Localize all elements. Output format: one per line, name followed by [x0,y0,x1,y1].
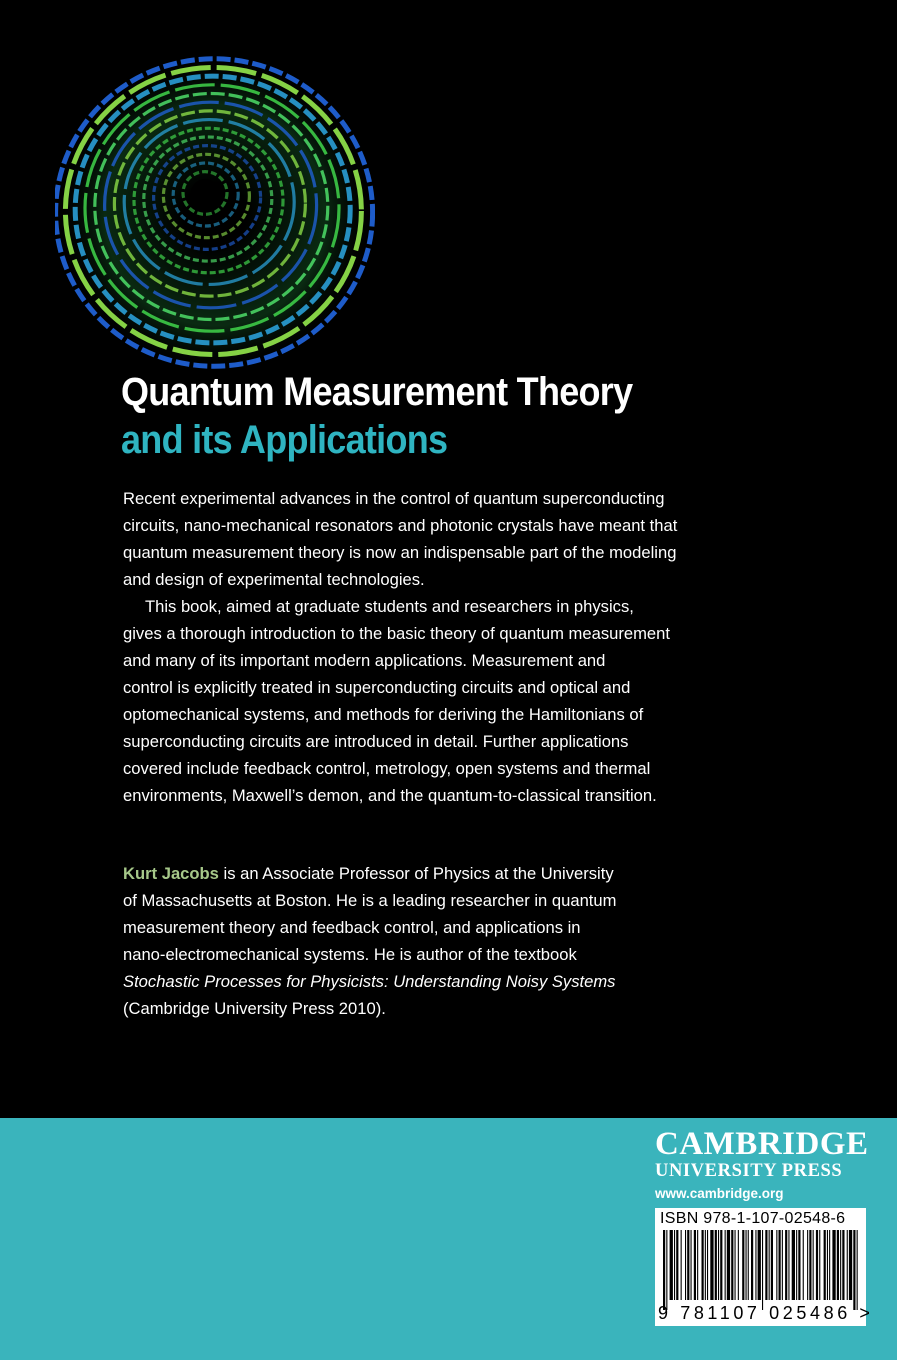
barcode-bar [796,1230,797,1300]
text-line: Recent experimental advances in the control of quantum superconducting [123,489,665,508]
barcode-bar [720,1230,722,1300]
barcode-bar [807,1230,808,1300]
barcode-bar [837,1230,839,1300]
author-bio [123,860,783,1022]
text-line: gives a thorough introduction to the basic theory of quantum measurement [123,624,670,643]
barcode-bar [718,1230,719,1300]
barcode-bar [813,1230,814,1300]
barcode-bar [738,1230,739,1300]
barcode-bar [735,1230,736,1300]
book-title [121,368,821,464]
text-line: control is explicitly treated in superconducting circuits and optical and [123,678,631,697]
barcode-bar [725,1230,726,1300]
barcode-bar [782,1230,783,1300]
text-line [123,860,783,887]
barcode-bar [748,1230,749,1300]
description-paragraph-1 [123,485,783,593]
barcode-bar [803,1230,804,1300]
barcode-bar [792,1230,795,1300]
barcode-bar [832,1230,835,1300]
barcode-bar [755,1230,756,1300]
barcode-panel [655,1208,874,1326]
barcode-bar [742,1230,744,1300]
title-line-subtitle: and its Applications [121,418,448,462]
barcode-bar [785,1230,787,1300]
description-paragraph-2 [123,593,783,809]
text-line: of Massachusetts at Boston. He is a leading researcher in quantum [123,891,617,910]
text-line: nano-electromechanical systems. He is author of the textbook [123,945,577,964]
barcode-bar [758,1230,761,1300]
isbn-label: ISBN 978-1-107-02548-6 [660,1210,846,1227]
text-line: This book, aimed at graduate students and researchers in physics, [145,597,634,616]
publisher-name: CAMBRIDGE [655,1126,869,1162]
barcode-bar [676,1230,678,1300]
barcode-bar [849,1230,852,1300]
author-name: Kurt Jacobs [123,864,219,883]
barcode-bar [702,1230,704,1300]
text-line: environments, Maxwell’s demon, and the quantum-to-classical transition. [123,786,657,805]
title-line-main: Quantum Measurement Theory [121,370,633,414]
barcode-bar [771,1230,773,1300]
book-description [123,485,783,809]
publisher-press: UNIVERSITY PRESS [655,1161,843,1181]
text-line: circuits, nano-mechanical resonators and photonic crystals have meant that [123,516,678,535]
barcode-bar [829,1230,830,1300]
text-line: quantum measurement theory is now an indispensable part of the modeling [123,543,677,562]
text-line: covered include feedback control, metrology, open systems and thermal [123,759,651,778]
text-line: superconducting circuits are introduced in detail. Further applications [123,732,629,751]
barcode-bar [847,1230,848,1300]
barcode-bar [751,1230,753,1300]
barcode-bar [707,1230,708,1300]
text-line: optomechanical systems, and methods for deriving the Hamiltonians of [123,705,644,724]
barcode-bar [681,1230,682,1300]
barcode-bar [798,1230,800,1300]
barcode-bar [819,1230,820,1300]
text-line: and many of its important modern applications. Measurement and [123,651,606,670]
barcode-bar [857,1230,858,1310]
barcode-bar [746,1230,747,1300]
barcode-bar [691,1230,692,1300]
barcode-bar [842,1230,844,1300]
barcode-bar [670,1230,673,1300]
barcode-bar [827,1230,828,1300]
author-paragraph [123,860,783,1022]
barcode-bar [765,1230,767,1300]
barcode-bar [727,1230,730,1300]
barcode-bar [694,1230,696,1300]
barcode-bar [853,1230,855,1310]
text-line: (Cambridge University Press 2010). [123,999,386,1018]
barcode-bar [788,1230,789,1300]
barcode-bar [697,1230,698,1300]
barcode-bar [762,1230,763,1310]
barcode-bar [674,1230,675,1300]
barcode-bar [731,1230,733,1300]
barcode-bar [840,1230,841,1300]
barcode-bar [685,1230,686,1300]
text-line: and design of experimental technologies. [123,570,425,589]
barcode-bar [663,1230,665,1310]
textbook-title: Stochastic Processes for Physicists: Understanding Noisy Systems [123,972,616,991]
barcode-bar [776,1230,777,1300]
barcode-bar [715,1230,717,1300]
barcode-digits: 9 781107 025486 > [658,1303,874,1323]
publisher-url: www.cambridge.org [655,1186,784,1201]
barcode-graphic [663,1230,858,1310]
publisher-logo [655,1128,870,1204]
barcode-bar [809,1230,811,1300]
barcode-bar [705,1230,706,1300]
barcode-bar [816,1230,818,1300]
text-line: measurement theory and feedback control, and applications in [123,918,581,937]
author-bio-start: is an Associate Professor of Physics at the University [218,864,614,883]
barcode-bar [710,1230,713,1300]
barcode-bar [687,1230,689,1300]
barcode-bar [666,1230,667,1310]
barcode-bar [779,1230,781,1300]
barcode-bar [769,1230,770,1300]
barcode-bar [824,1230,826,1300]
spiral-wave-illustration [55,55,375,375]
